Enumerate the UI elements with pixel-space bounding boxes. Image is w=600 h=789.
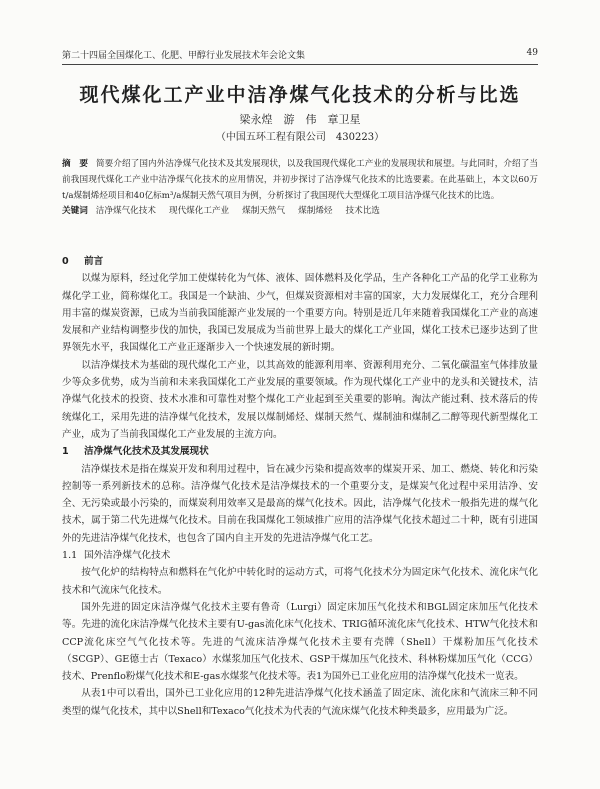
keyword: 煤制天然气	[242, 206, 286, 217]
author-list: 梁永煌 游 伟 章卫星	[239, 113, 361, 126]
section-number: 1	[62, 446, 69, 458]
paragraph: 洁净煤技术是指在煤炭开发和利用过程中，旨在减少污染和提高效率的煤炭开采、加工、燃烧、转化和污染控制等一系列新技术的总称。洁净煤气化技术是洁净煤技术的一个重要分支，是煤炭气化过程中采用洁净、安全、无污染或最小污染的，而煤炭利用效率又是最高的煤气化技术。因此，洁净煤气化技术一般指先进的煤气化技术，属于第二代先进煤气化技术。目前在我国煤化工领域推广应用的洁净煤气化技术超过二十种，既有引进国外的先进洁净煤气化技术，也包含了国内自主开发的先进洁净煤气化工艺。	[62, 463, 538, 544]
abstract-label: 摘 要	[62, 159, 89, 169]
abstract-block	[62, 157, 538, 220]
keyword: 现代煤化工产业	[168, 206, 230, 217]
page-number: 49	[526, 48, 538, 58]
affiliation: （中国五环工程有限公司 430223）	[215, 132, 385, 143]
paragraph: 以煤为原料，经过化学加工使煤转化为气体、液体、固体燃料及化学品，生产各种化工产品的化学工业称为煤化学工业，简称煤化工。我国是一个缺油、少气，但煤炭资源相对丰富的国家，大力发展煤化工，充分合理利用丰富的煤炭资源，已成为当前我国能源产业发展的一个重要方向。特别是近几年来随着我国煤化工产业的高速发展和产业结构调整步伐的加快，我国已发展成为当前世界上最大的煤化工产业国，煤化工技术已逐步达到了世界领先水平，我国煤化工产业正逐渐步入一个快速发展的新时期。	[62, 273, 538, 354]
running-header	[62, 44, 538, 65]
keyword: 煤制烯烃	[298, 206, 333, 217]
paper-title: 现代煤化工产业中洁净煤气化技术的分析与比选	[79, 84, 521, 106]
keywords-label: 关键词	[62, 206, 88, 217]
keyword-list	[96, 206, 393, 216]
abstract	[62, 157, 538, 204]
keyword: 洁净煤气化技术	[95, 206, 156, 217]
subsection-title: 国外洁净煤气化技术	[84, 550, 171, 562]
body-text	[62, 253, 538, 720]
abstract-text: 简要介绍了国内外洁净煤气化技术及其发展现状，以及我国现代煤化工产业的发展现状和展望。与此同时，介绍了当前我国现代煤化工产业中洁净煤气化技术的应用情况，并初步探讨了洁净煤气化技术的比选要素。在此基础上，本文以60万t/a煤制烯烃项目和40亿标m³/a煤制天然气项目为例，分析探讨了我国现代大型煤化工项目洁净煤气化技术的比选。	[62, 159, 538, 201]
subsection-number: 1.1	[62, 550, 78, 562]
section-heading-1	[62, 443, 538, 460]
keywords-line	[62, 204, 538, 220]
paragraph: 以洁净煤技术为基础的现代煤化工产业，以其高效的能源利用率、资源利用充分、二氧化碳温室气体排放量少等众多优势，成为当前和未来我国煤化工产业发展的重要领域。作为现代煤化工产业中的龙头和关键技术，洁净煤气化技术的投资、技术水准和可靠性对整个煤化工产业起到至关重要的影响。淘汰产能过剩、技术落后的传统煤化工，采用先进的洁净煤气化技术，发展以煤制烯烃、煤制天然气、煤制油和煤制乙二醇等现代新型煤化工产业，成为了当前我国煤化工产业发展的主流方向。	[62, 359, 538, 440]
paragraph: 按气化炉的结构特点和燃料在气化炉中转化时的运动方式，可将气化技术分为固定床气化技术、流化床气化技术和气流床气化技术。	[62, 567, 538, 596]
journal-name: 第二十四届全国煤化工、化肥、甲醇行业发展技术年会论文集	[62, 51, 306, 61]
paragraph: 从表1中可以看出，国外已工业化应用的12种先进洁净煤气化技术涵盖了固定床、流化床和气流床三种不同类型的煤气化技术，其中以Shell和Texaco气化技术为代表的气流床煤气化技术种类最多，应用最为广泛。	[62, 688, 538, 717]
subsection-heading-1-1	[62, 547, 538, 564]
keyword: 技术比选	[345, 206, 380, 217]
section-number: 0	[62, 256, 69, 267]
section-title: 洁净煤气化技术及其发展现状	[84, 446, 209, 458]
section-heading-preface	[62, 253, 538, 270]
section-title: 前言	[84, 256, 104, 267]
paragraph: 国外先进的固定床洁净煤气化技术主要有鲁奇（Lurgi）固定床加压气化技术和BGL固定床加压气化技术等。先进的流化床洁净煤气化技术主要有U-gas流化床气化技术、TRIG循环流化床气化技术、HTW气化技术和CCP流化床空气气化技术等。先进的气流床洁净煤气化技术主要有壳牌（Shell）干煤粉加压气化技术（SCGP）、GE德士古（Texaco）水煤浆加压气化技术、GSP干煤加压气化技术、科林粉煤加压气化（CCG）技术、Prenflo粉煤气化技术和E-gas水煤浆气化技术等。表1为国外已工业化应用的洁净煤气化技术一览表。	[62, 601, 538, 683]
